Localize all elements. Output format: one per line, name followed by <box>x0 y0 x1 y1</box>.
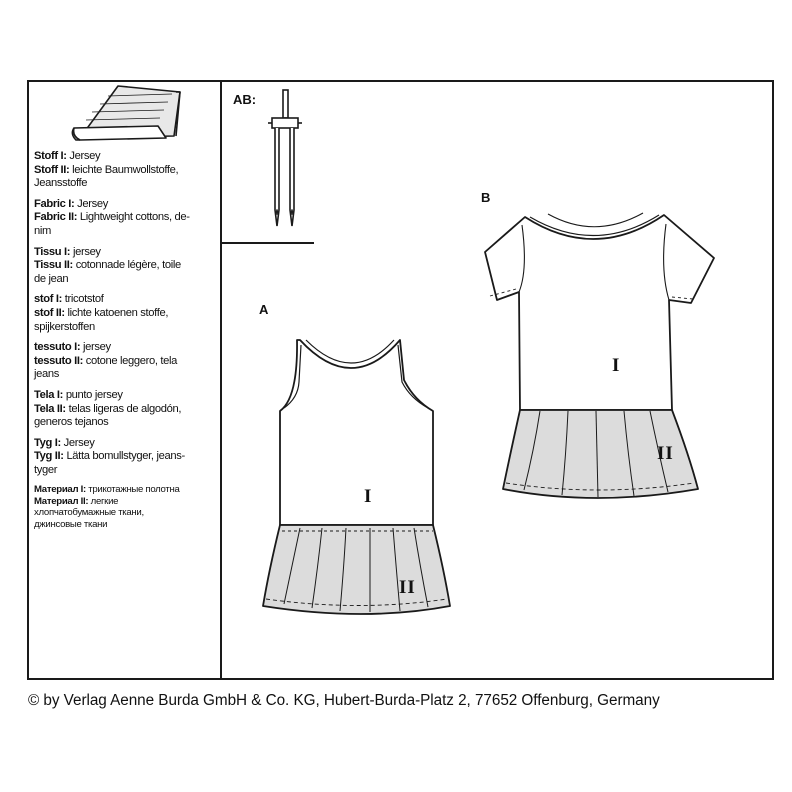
fabric-line <box>34 341 218 355</box>
fabric-line <box>34 464 218 478</box>
fabric-label: Материал I: <box>34 484 86 496</box>
fabric-line <box>34 355 218 369</box>
fabric-label: Tela I: <box>34 388 64 401</box>
dress-a-drawing <box>263 340 450 614</box>
fabric-text: lichte katoenen stoffe, <box>67 306 169 319</box>
fabric-two-marker-b: II <box>657 443 674 464</box>
fabric-line <box>34 150 218 164</box>
fabric-text: jersey <box>83 341 111 354</box>
fabric-line <box>34 368 218 382</box>
fabric-label: Fabric I: <box>34 197 75 210</box>
fabric-text: nim <box>34 224 51 237</box>
fabric-label: stof II: <box>34 306 65 319</box>
fabric-line <box>34 164 218 178</box>
fabric-line <box>34 437 218 451</box>
fabric-label: Tyg II: <box>34 450 64 463</box>
copyright-line: © by Verlag Aenne Burda GmbH & Co. KG, Hubert-Burda-Platz 2, 77652 Offenburg, Germany <box>28 692 660 709</box>
fabric-label: Stoff I: <box>34 150 67 162</box>
fabric-line <box>34 519 218 530</box>
fabric-two-marker-a: II <box>399 577 416 598</box>
fabric-label: tessuto II: <box>34 354 83 367</box>
fabric-label: Tela II: <box>34 402 66 415</box>
fabric-one-marker-a: I <box>364 486 373 507</box>
fabric-group-fr <box>34 246 218 287</box>
fabric-line <box>34 211 218 225</box>
fabric-label: Материал II: <box>34 495 89 507</box>
fabric-group-de <box>34 150 218 191</box>
fabric-one-marker-b: I <box>612 355 621 376</box>
fabric-group-ru <box>34 484 218 530</box>
fabric-label: tessuto I: <box>34 341 81 354</box>
fabric-text: трикотажные полотна <box>88 484 180 496</box>
needle-label: AB: <box>233 92 257 107</box>
fabric-line <box>34 198 218 212</box>
fabric-text: de jean <box>34 272 69 285</box>
fabric-text: generos tejanos <box>34 416 109 429</box>
fabric-text: легкие <box>90 495 119 507</box>
fabric-line <box>34 403 218 417</box>
fabric-text: Jersey <box>69 150 101 162</box>
fabric-text: spijkerstoffen <box>34 320 95 333</box>
fabric-label: Stoff II: <box>34 163 70 176</box>
fabric-text: Jeansstoffe <box>34 177 88 190</box>
fabric-line <box>34 496 218 507</box>
fabric-text: telas ligeras de algodón, <box>68 402 182 415</box>
fabric-text: tyger <box>34 463 58 476</box>
folded-fabric-icon <box>72 86 180 140</box>
fabric-group-en <box>34 198 218 239</box>
fabric-requirements <box>34 150 218 537</box>
fabric-text: punto jersey <box>65 388 123 401</box>
fabric-line <box>34 507 218 518</box>
fabric-group-sv <box>34 437 218 478</box>
fabric-text: хлопчатобумажные ткани, <box>34 507 144 519</box>
fabric-line <box>34 259 218 273</box>
fabric-text: Jersey <box>63 436 95 449</box>
fabric-text: Lätta bomullstyger, jeans- <box>66 450 185 463</box>
fabric-text: Jersey <box>77 197 108 210</box>
fabric-line <box>34 416 218 430</box>
fabric-text: cotonnade légère, toile <box>75 259 181 272</box>
fabric-line <box>34 450 218 464</box>
fabric-text: tricotstof <box>64 293 104 306</box>
twin-needle-icon <box>268 90 302 226</box>
fabric-text: jersey <box>72 245 101 258</box>
fabric-line <box>34 389 218 403</box>
fabric-line <box>34 293 218 307</box>
model-b-label: B <box>481 190 491 205</box>
fabric-line <box>34 225 218 239</box>
fabric-line <box>34 177 218 191</box>
fabric-group-nl <box>34 293 218 334</box>
fabric-line <box>34 246 218 260</box>
fabric-line <box>34 321 218 335</box>
model-a-label: A <box>259 302 269 317</box>
fabric-text: cotone leggero, tela <box>85 354 178 367</box>
fabric-label: Tyg I: <box>34 436 61 449</box>
fabric-text: leichte Baumwollstoffe, <box>72 163 179 176</box>
fabric-text: jeans <box>34 368 59 381</box>
fabric-text: джинсовые ткани <box>34 518 108 530</box>
fabric-group-es <box>34 389 218 430</box>
dress-b-drawing <box>485 213 714 498</box>
fabric-line <box>34 273 218 287</box>
fabric-label: Tissu II: <box>34 259 73 272</box>
fabric-label: Tissu I: <box>34 245 71 258</box>
fabric-label: stof I: <box>34 293 62 306</box>
fabric-group-it <box>34 341 218 382</box>
fabric-text: Lightweight cottons, de- <box>79 211 190 224</box>
fabric-line <box>34 484 218 495</box>
fabric-line <box>34 307 218 321</box>
fabric-label: Fabric II: <box>34 211 78 224</box>
